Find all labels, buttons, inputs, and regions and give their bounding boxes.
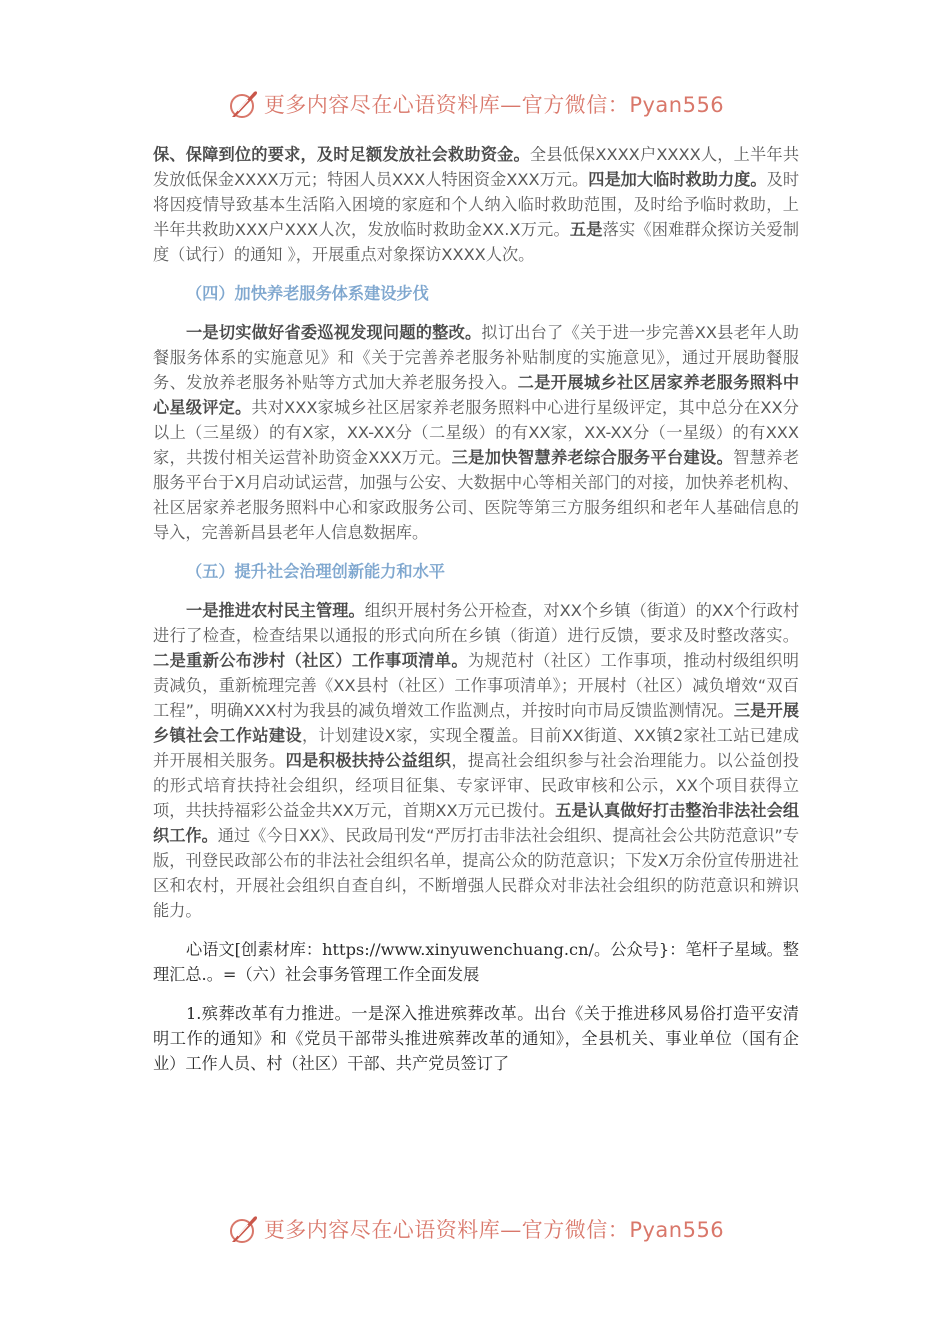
paragraph-social-governance: 一是推进农村民主管理。组织开展村务公开检查，对XX个乡镇（街道）的XX个行政村进行了检查，检查结果以通报的形式向所在乡镇（街道）进行反馈，要求及时整改落实。二是重新公布涉村（社区）工作事项清单。为规范村（社区）工作事项，推动村级组织明责减负，重新梳理完善《XX县村（社区）工作事项清单》；开展村（社区）减负增效“双百工程”，明确XXX村为我县的减负增效工作监测点，并按时向市局反馈监测情况。三是开展乡镇社会工作站建设，计划建设X家，实现全覆盖。目前XX街道、XX镇2家社工站已建成并开展相关服务。四是积极扶持公益组织，提高社会组织参与社会治理能力。以公益创投的形式培育扶持社会组织，经项目征集、专家评审、民政审核和公示，XX个项目获得立项，共扶持福彩公益金共XX万元，首期XX万元已拨付。五是认真做好打击整治非法社会组织工作。通过《今日XX》、民政局刊发“严厉打击非法社会组织、提高社会公共防范意识”专版，刊登民政部公布的非法社会组织名单，提高公众的防范意识；下发X万余份宣传册进社区和农村，开展社会组织自查自纠，不断增强人民群众对非法社会组织的防范意识和辨识能力。: [153, 601, 800, 920]
banner-text: 更多内容尽在心语资料库—官方微信：Pyan556: [263, 93, 725, 117]
document-body: [153, 142, 799, 1076]
wechat-id: Pyan556: [629, 93, 725, 117]
section-4-heading: （四）加快养老服务体系建设步伐: [186, 284, 429, 303]
paragraph-funeral-reform: 1.殡葬改革有力推进。一是深入推进殡葬改革。出台《关于推进移风易俗打造平安清明工作的通知》和《党员干部带头推进殡葬改革的通知》，全县机关、事业单位（国有企业）工作人员、村（社区）干部、共产党员签订了: [153, 1004, 799, 1073]
footer-banner: [0, 1207, 950, 1251]
paragraph-social-aid: 保、保障到位的要求，及时足额发放社会救助资金。全县低保XXXX户XXXX人，上半年共发放低保金XXXX万元；特困人员XXX人特困资金XXX万元。四是加大临时救助力度。及时将因疫情导致基本生活陷入困境的家庭和个人纳入临时救助范围，及时给予临时救助，上半年共救助XXX户XXX人次，发放临时救助金XX.X万元。五是落实《困难群众探访关爱制度（试行）的通知 》，开展重点对象探访XXXX人次。: [153, 145, 800, 264]
banner-text: 更多内容尽在心语资料库—官方微信：Pyan556: [263, 1218, 725, 1242]
wechat-id: Pyan556: [629, 1218, 725, 1242]
paragraph-elderly-care: 一是切实做好省委巡视发现问题的整改。拟订出台了《关于进一步完善XX县老年人助餐服务体系的实施意见》和《关于完善养老服务补贴制度的实施意见》，通过开展助餐服务、发放养老服务补贴等方式加大养老服务投入。二是开展城乡社区居家养老服务照料中心星级评定。共对XXX家城乡社区居家养老服务照料中心进行星级评定，其中总分在XX分以上（三星级）的有X家，XX-XX分（二星级）的有XX家，XX-XX分（一星级）的有XXX家，共拨付相关运营补助资金XXX万元。三是加快智慧养老综合服务平台建设。智慧养老服务平台于X月启动试运营，加强与公安、大数据中心等相关部门的对接，加快养老机构、社区居家养老服务照料中心和家政服务公司、医院等第三方服务组织和老年人基础信息的导入，完善新昌县老年人信息数据库。: [153, 323, 800, 542]
quill-logo-icon: [226, 87, 260, 121]
quill-logo-icon: [226, 1212, 260, 1246]
section-6-intro: 心语文[创素材库：https://www.xinyuwenchuang.cn/。公众号}：笔杆子星域。整理汇总.。=（六）社会事务管理工作全面发展: [153, 940, 799, 984]
header-banner: [0, 82, 950, 126]
section-5-heading: （五）提升社会治理创新能力和水平: [186, 562, 445, 581]
